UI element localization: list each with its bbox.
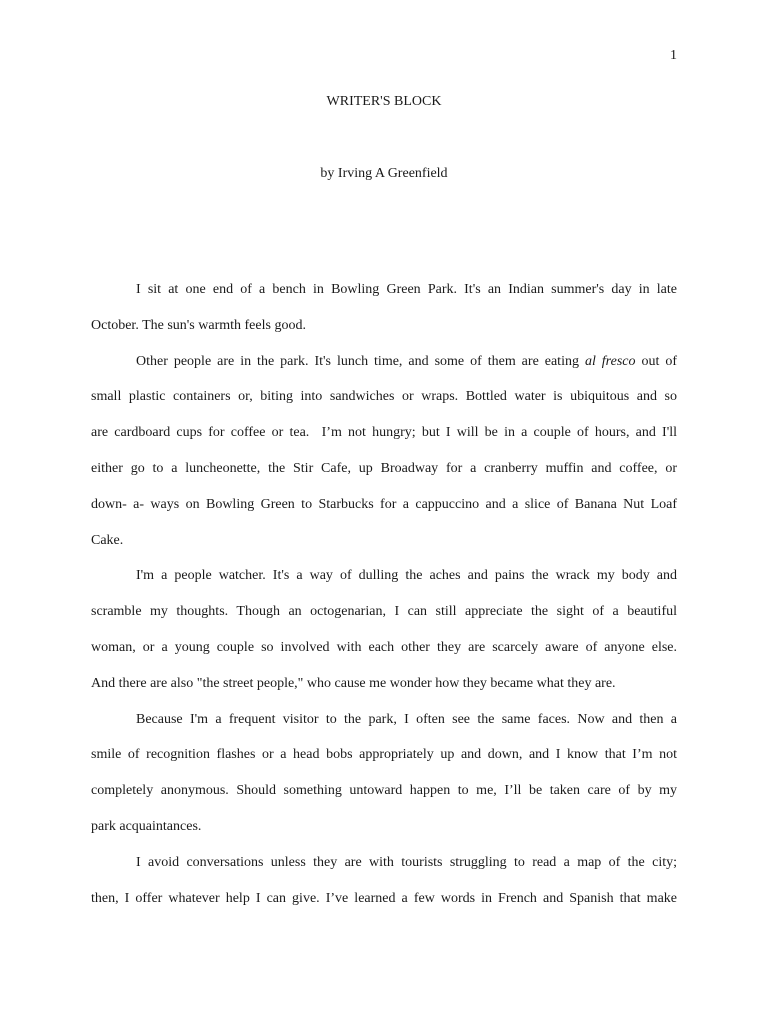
- paragraph-2-line-5: down- a- ways on Bowling Green to Starbucks for a cappuccino and a slice of Banana Nut Loaf: [91, 496, 677, 512]
- paragraph-5-line-1: I avoid conversations unless they are with tourists struggling to read a map of the city;: [136, 854, 677, 870]
- paragraph-2-line-2: small plastic containers or, biting into sandwiches or wraps. Bottled water is ubiquitous and so: [91, 389, 677, 405]
- paragraph-3-line-1: I'm a people watcher. It's a way of dulling the aches and pains the wrack my body and: [136, 568, 677, 584]
- document-title: WRITER'S BLOCK: [326, 94, 442, 109]
- author-byline: by Irving A Greenfield: [320, 166, 448, 181]
- paragraph-1-line-2: October. The sun's warmth feels good.: [91, 317, 306, 333]
- body-text: [91, 272, 677, 916]
- paragraph-4-line-1: Because I'm a frequent visitor to the park, I often see the same faces. Now and then a: [136, 711, 677, 727]
- paragraph-1-line-1: I sit at one end of a bench in Bowling Green Park. It's an Indian summer's day in late: [136, 282, 677, 297]
- paragraph-4-line-4: park acquaintances.: [91, 818, 202, 834]
- paragraph-4-line-2: smile of recognition flashes or a head bobs appropriately up and down, and I know that I’m not: [91, 747, 677, 763]
- paragraph-2-line-4: either go to a luncheonette, the Stir Cafe, up Broadway for a cranberry muffin and coffee, or: [91, 460, 677, 476]
- paragraph-3-line-3: woman, or a young couple so involved with each other they are scarcely aware of anyone else.: [91, 639, 677, 655]
- paragraph-3-line-4: And there are also "the street people," who cause me wonder how they became what they are.: [91, 675, 616, 691]
- paragraph-2-line-6: Cake.: [91, 532, 124, 548]
- italic-phrase: al fresco: [584, 353, 636, 369]
- paragraph-5-line-2: then, I offer whatever help I can give. I’ve learned a few words in French and Spanish that make: [91, 890, 677, 906]
- page-number: 1: [670, 48, 677, 63]
- paragraph-3-line-2: scramble my thoughts. Though an octogenarian, I can still appreciate the sight of a beautiful: [91, 604, 677, 620]
- paragraph-2-line-3: are cardboard cups for coffee or tea. I’m not hungry; but I will be in a couple of hours, and I'll: [91, 425, 677, 441]
- paragraph-4-line-3: completely anonymous. Should something untoward happen to me, I’ll be taken care of by my: [91, 783, 677, 799]
- paragraph-2-line-1: Other people are in the park. It's lunch time, and some of them are eating al fresco out of: [136, 353, 677, 369]
